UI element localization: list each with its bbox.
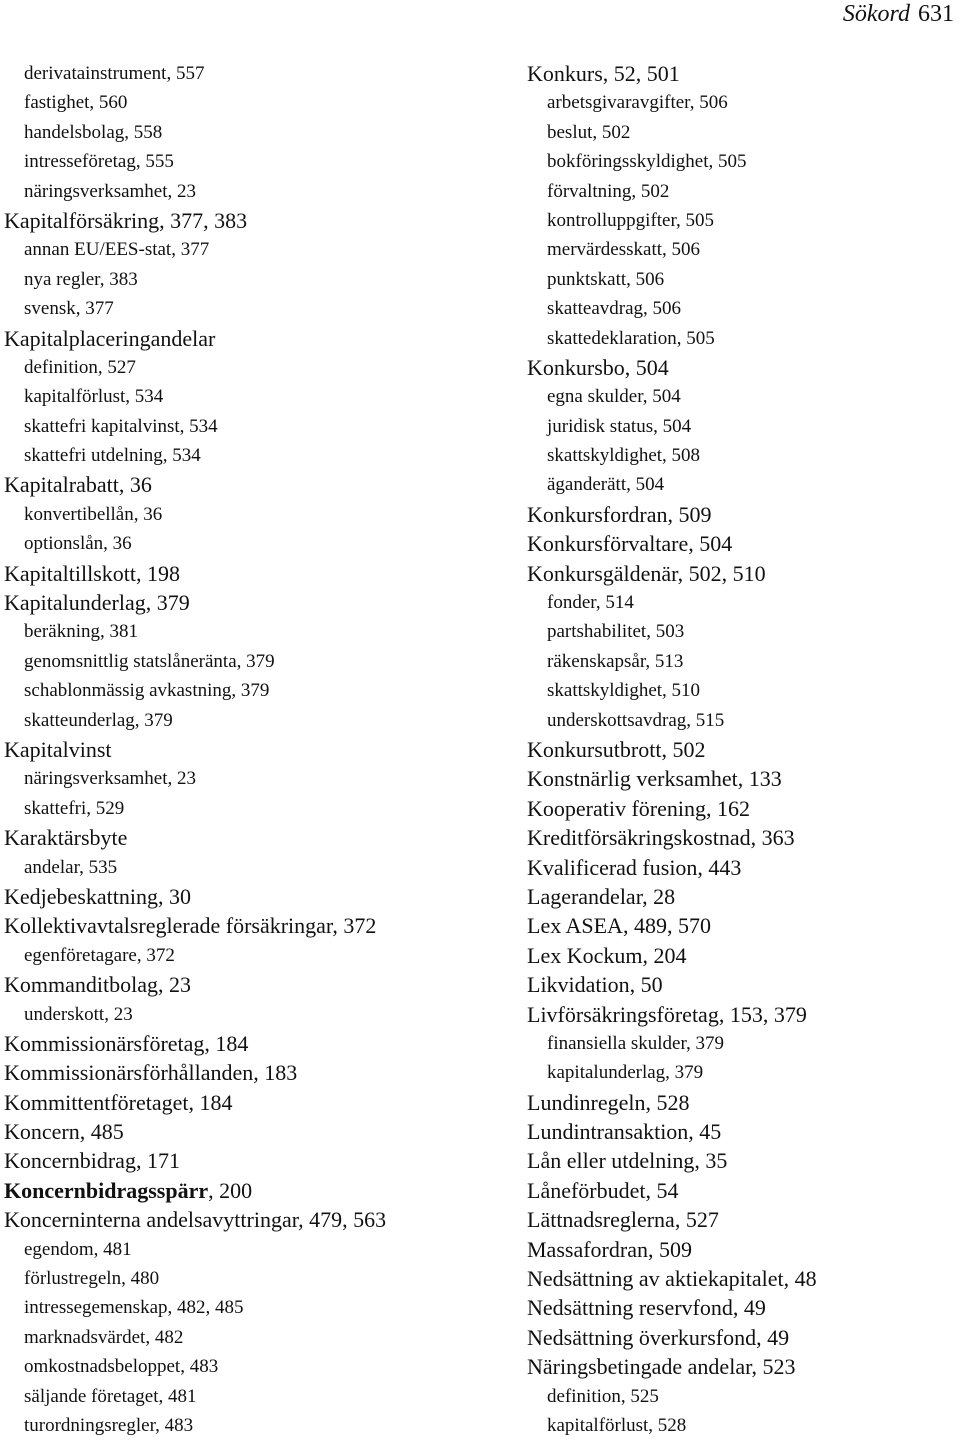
- index-entry: [4, 823, 474, 852]
- index-entry-text: Likvidation, 50: [527, 972, 663, 998]
- index-subentry: [527, 324, 957, 353]
- index-entry-text: fonder, 514: [547, 592, 634, 614]
- index-subentry: [4, 177, 474, 206]
- index-subentry: [527, 1411, 957, 1440]
- index-entry-text: optionslån, 36: [24, 533, 132, 555]
- index-entry-text: skattefri utdelning, 534: [24, 445, 201, 467]
- index-entry-text: Lundintransaktion, 45: [527, 1119, 722, 1145]
- index-entry: [527, 1205, 957, 1234]
- index-entry-text: Kommissionärsförhållanden, 183: [4, 1060, 298, 1086]
- index-entry-text: skattskyldighet, 510: [547, 680, 701, 702]
- index-subentry: [527, 1058, 957, 1087]
- index-entry: [527, 353, 957, 382]
- index-entry: [527, 911, 957, 940]
- index-subentry: [527, 382, 957, 411]
- index-column-left: [4, 59, 474, 1440]
- index-entry-text: förlustregeln, 480: [24, 1268, 160, 1290]
- index-entry-text: Kapitalvinst: [4, 736, 112, 762]
- index-subentry: [527, 177, 957, 206]
- index-entry-text: svensk, 377: [24, 298, 114, 320]
- index-entry-text: punktskatt, 506: [547, 268, 665, 290]
- index-entry-text: andelar, 535: [24, 856, 118, 878]
- index-entry-text: schablonmässig avkastning, 379: [24, 680, 270, 702]
- index-subentry: [4, 617, 474, 646]
- index-subentry: [527, 265, 957, 294]
- index-subentry: [4, 647, 474, 676]
- index-entry-text: skattedeklaration, 505: [547, 327, 715, 349]
- index-entry-text: turordningsregler, 483: [24, 1414, 194, 1436]
- index-entry-text: skattskyldighet, 508: [547, 445, 701, 467]
- index-entry-text: kapitalunderlag, 379: [547, 1062, 704, 1084]
- index-entry-text: egenföretagare, 372: [24, 944, 175, 966]
- index-entry: [527, 735, 957, 764]
- index-entry-text: Konkursbo, 504: [527, 354, 669, 380]
- index-entry-text: Koncern, 485: [4, 1119, 124, 1145]
- index-entry-text: Kedjebeskattning, 30: [4, 883, 191, 909]
- index-subentry: [4, 706, 474, 735]
- index-entry-text: skatteunderlag, 379: [24, 709, 173, 731]
- index-subentry: [527, 588, 957, 617]
- index-entry: [4, 1058, 474, 1087]
- index-entry-page-ref: , 200: [208, 1177, 253, 1203]
- index-entry-text: Kapitalplaceringandelar: [4, 325, 216, 351]
- index-entry-text: annan EU/EES-stat, 377: [24, 239, 210, 261]
- index-entry: [4, 1117, 474, 1146]
- index-entry: [527, 1117, 957, 1146]
- index-subentry: [4, 1235, 474, 1264]
- index-entry-text: Konstnärlig verksamhet, 133: [527, 766, 782, 792]
- index-entry: [4, 588, 474, 617]
- index-subentry: [4, 382, 474, 411]
- index-entry-text: Kapitalförsäkring, 377, 383: [4, 207, 248, 233]
- index-subentry: [4, 294, 474, 323]
- index-entry-text: definition, 527: [24, 356, 136, 378]
- index-entry-text: Kapitalrabatt, 36: [4, 472, 152, 498]
- index-entry: [4, 1029, 474, 1058]
- index-entry: [4, 970, 474, 999]
- index-entry-text: arbetsgivaravgifter, 506: [547, 92, 728, 114]
- index-subentry: [4, 1293, 474, 1322]
- index-subentry: [527, 147, 957, 176]
- index-entry: [527, 882, 957, 911]
- index-entry: [527, 1323, 957, 1352]
- index-entry: [4, 206, 474, 235]
- index-subentry: [527, 676, 957, 705]
- index-subentry: [4, 1352, 474, 1381]
- index-entry-text: omkostnadsbeloppet, 483: [24, 1356, 219, 1378]
- index-entry-text: Kommanditbolag, 23: [4, 972, 191, 998]
- index-entry-text: Lagerandelar, 28: [527, 883, 676, 909]
- page-number: 631: [918, 1, 954, 27]
- index-entry: [527, 1235, 957, 1264]
- index-entry-text: näringsverksamhet, 23: [24, 180, 197, 202]
- index-entry: [527, 853, 957, 882]
- index-entry-text: Kommissionärsföretag, 184: [4, 1030, 249, 1056]
- index-entry-text: Låneförbudet, 54: [527, 1177, 679, 1203]
- index-entry-text: finansiella skulder, 379: [547, 1032, 725, 1054]
- index-entry-text: Kapitalunderlag, 379: [4, 590, 190, 616]
- index-subentry: [527, 412, 957, 441]
- index-entry: [527, 1000, 957, 1029]
- index-subentry: [527, 294, 957, 323]
- index-entry-text: Lättnadsreglerna, 527: [527, 1207, 719, 1233]
- index-entry: [527, 970, 957, 999]
- index-entry-text: underskottsavdrag, 515: [547, 709, 725, 731]
- index-entry: [527, 529, 957, 558]
- index-entry-text: beräkning, 381: [24, 621, 138, 643]
- index-subentry: [4, 529, 474, 558]
- index-entry-text: Nedsättning överkursfond, 49: [527, 1324, 790, 1350]
- index-entry-text: räkenskapsår, 513: [547, 650, 684, 672]
- index-entry: [527, 941, 957, 970]
- index-entry-text: Lundinregeln, 528: [527, 1089, 690, 1115]
- index-entry-text: egna skulder, 504: [547, 386, 681, 408]
- index-entry: [4, 1205, 474, 1234]
- index-entry-text: Kapitaltillskott, 198: [4, 560, 180, 586]
- index-entry-text: intresseföretag, 555: [24, 151, 174, 173]
- index-subentry: [4, 59, 474, 88]
- index-entry: [527, 1264, 957, 1293]
- index-subentry: [527, 617, 957, 646]
- index-subentry: [4, 853, 474, 882]
- index-subentry: [4, 441, 474, 470]
- index-entry-text: Koncerninterna andelsavyttringar, 479, 563: [4, 1207, 387, 1233]
- index-entry: [4, 1088, 474, 1117]
- index-entry: [4, 470, 474, 499]
- index-subentry: [4, 941, 474, 970]
- index-entry-text: Lex ASEA, 489, 570: [527, 913, 711, 939]
- index-entry-text: nya regler, 383: [24, 268, 138, 290]
- index-entry-text: definition, 525: [547, 1385, 659, 1407]
- index-subentry: [4, 118, 474, 147]
- index-entry-text: kapitalförlust, 528: [547, 1414, 687, 1436]
- running-head-title: Sökord: [842, 1, 910, 27]
- index-entry: [527, 1352, 957, 1381]
- index-entry: [4, 1176, 474, 1205]
- index-entry-text: Kvalificerad fusion, 443: [527, 854, 742, 880]
- index-entry: [527, 764, 957, 793]
- index-entry: [527, 1088, 957, 1117]
- index-entry: [4, 559, 474, 588]
- index-subentry: [527, 647, 957, 676]
- index-subentry: [4, 235, 474, 264]
- index-subentry: [4, 1000, 474, 1029]
- index-subentry: [527, 118, 957, 147]
- index-entry-text: underskott, 23: [24, 1003, 133, 1025]
- index-entry-text: bokföringsskyldighet, 505: [547, 151, 747, 173]
- index-entry: [4, 324, 474, 353]
- index-entry-text: Nedsättning av aktiekapitalet, 48: [527, 1266, 817, 1292]
- index-subentry: [4, 1264, 474, 1293]
- index-entry-text: juridisk status, 504: [547, 415, 692, 437]
- index-entry-text: skatteavdrag, 506: [547, 298, 682, 320]
- index-entry: [527, 794, 957, 823]
- index-entry-text: Koncernbidrag, 171: [4, 1148, 180, 1174]
- index-subentry: [4, 764, 474, 793]
- index-subentry: [4, 265, 474, 294]
- index-subentry: [527, 88, 957, 117]
- index-entry-text: Kreditförsäkringskostnad, 363: [527, 825, 795, 851]
- running-head: [843, 0, 954, 28]
- index-entry-text: Konkursutbrott, 502: [527, 736, 706, 762]
- index-subentry: [527, 706, 957, 735]
- index-entry-text: Kooperativ förening, 162: [527, 795, 750, 821]
- index-entry-text: genomsnittlig statslåneränta, 379: [24, 650, 275, 672]
- index-subentry: [4, 1382, 474, 1411]
- index-entry: [4, 735, 474, 764]
- index-entry-text: derivatainstrument, 557: [24, 63, 205, 84]
- index-entry: [4, 911, 474, 940]
- index-entry-text: säljande företaget, 481: [24, 1385, 197, 1407]
- index-subentry: [527, 206, 957, 235]
- index-subentry: [527, 441, 957, 470]
- index-entry: [527, 823, 957, 852]
- index-subentry: [4, 88, 474, 117]
- index-subentry: [4, 794, 474, 823]
- index-subentry: [527, 1382, 957, 1411]
- index-entry-text: äganderätt, 504: [547, 474, 665, 496]
- index-entry-text: förvaltning, 502: [547, 180, 670, 202]
- index-entry-text: beslut, 502: [547, 121, 631, 143]
- index-entry: [4, 882, 474, 911]
- index-entry-text: Kommittentföretaget, 184: [4, 1089, 233, 1115]
- index-subentry: [527, 470, 957, 499]
- index-entry-text: partshabilitet, 503: [547, 621, 685, 643]
- index-entry-text: egendom, 481: [24, 1238, 132, 1260]
- index-entry: [527, 559, 957, 588]
- index-entry-text: skattefri kapitalvinst, 534: [24, 415, 218, 437]
- index-entry-text: marknadsvärdet, 482: [24, 1326, 184, 1348]
- index-subentry: [4, 500, 474, 529]
- index-entry: [527, 1293, 957, 1322]
- index-subentry: [4, 412, 474, 441]
- index-subentry: [527, 235, 957, 264]
- index-entry-text: Konkursgäldenär, 502, 510: [527, 560, 766, 586]
- index-subentry: [4, 353, 474, 382]
- index-subentry: [4, 1411, 474, 1440]
- index-entry: [527, 1176, 957, 1205]
- index-entry: [527, 500, 957, 529]
- index-entry-text: Konkurs, 52, 501: [527, 61, 680, 86]
- index-entry-text: intressegemenskap, 482, 485: [24, 1297, 244, 1319]
- index-entry-text: Näringsbetingade andelar, 523: [527, 1354, 796, 1380]
- index-entry-text: Livförsäkringsföretag, 153, 379: [527, 1001, 807, 1027]
- index-entry-text: fastighet, 560: [24, 92, 128, 114]
- index-entry-text: Koncernbidragsspärr: [4, 1177, 209, 1203]
- index-column-right: [527, 59, 957, 1440]
- index-entry-text: näringsverksamhet, 23: [24, 768, 197, 790]
- index-entry-text: Massafordran, 509: [527, 1236, 692, 1262]
- index-entry-text: Kollektivavtalsreglerade försäkringar, 372: [4, 913, 377, 939]
- index-entry-text: handelsbolag, 558: [24, 121, 163, 143]
- index-subentry: [527, 1029, 957, 1058]
- index-subentry: [4, 676, 474, 705]
- index-entry-text: skattefri, 529: [24, 797, 125, 819]
- index-entry-text: Nedsättning reservfond, 49: [527, 1295, 766, 1321]
- index-entry: [527, 59, 957, 88]
- index-entry-text: mervärdesskatt, 506: [547, 239, 701, 261]
- index-entry-text: Lån eller utdelning, 35: [527, 1148, 728, 1174]
- index-entry-text: Karaktärsbyte: [4, 825, 128, 851]
- index-entry-text: Lex Kockum, 204: [527, 942, 687, 968]
- index-entry-text: kapitalförlust, 534: [24, 386, 164, 408]
- index-entry-text: Konkursfordran, 509: [527, 501, 712, 527]
- index-entry-text: kontrolluppgifter, 505: [547, 209, 715, 231]
- index-entry: [527, 1146, 957, 1175]
- index-entry-text: konvertibellån, 36: [24, 503, 163, 525]
- index-subentry: [4, 147, 474, 176]
- index-entry-text: Konkursförvaltare, 504: [527, 531, 733, 557]
- index-entry: [4, 1146, 474, 1175]
- index-subentry: [4, 1323, 474, 1352]
